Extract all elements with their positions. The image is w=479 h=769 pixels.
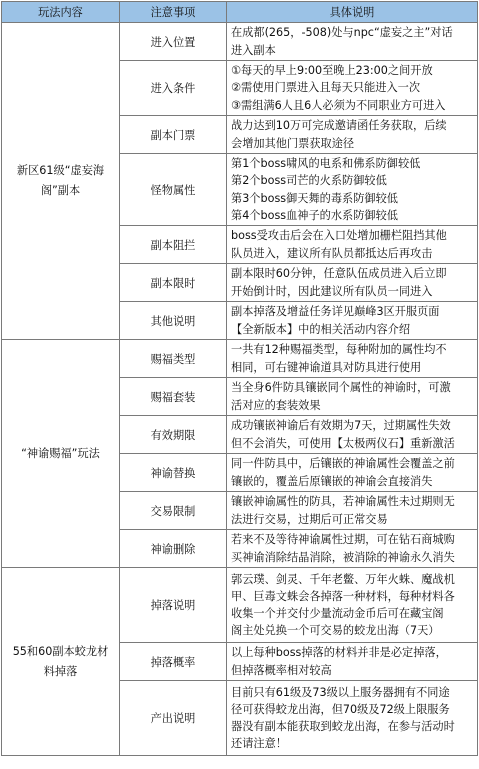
detail-cell: [227, 378, 478, 416]
detail-line: 法进行交易，过期后可正常交易: [231, 512, 388, 526]
detail-cell: [227, 643, 478, 681]
item-cell: 神谕替换: [120, 454, 227, 492]
detail-cell: [227, 116, 478, 154]
detail-line: 第2个boss司芒的火系防御较低: [231, 174, 387, 188]
item-cell: 赐福套装: [120, 378, 227, 416]
detail-cell: [227, 492, 478, 530]
detail-line: 战力达到10万可完成邀请函任务获取，后续: [231, 119, 447, 133]
detail-line: 以上每种boss掉落的材料并非是必定掉落，: [231, 646, 447, 660]
table-row: [2, 23, 478, 61]
table-row: [2, 340, 478, 378]
table-row: [2, 568, 478, 643]
detail-cell: [227, 61, 478, 116]
item-cell: 副本限时: [120, 264, 227, 302]
detail-line: 若来不及等待神谕属性过期，可在钻石商城购: [231, 533, 455, 547]
guide-table: [1, 1, 478, 756]
detail-cell: [227, 530, 478, 568]
item-cell: 其他说明: [120, 302, 227, 340]
detail-line: 镶嵌的，覆盖后原镶嵌的神谕会直接消失: [231, 474, 433, 488]
header-row: [2, 2, 478, 23]
detail-line: 径可获得蛟龙出海，但70级及72级上限服务: [231, 702, 450, 716]
detail-line: 收集一个并交付少量流动金币后可在藏宝阁: [231, 607, 444, 620]
item-cell: 赐福类型: [120, 340, 227, 378]
detail-cell: [227, 302, 478, 340]
detail-line: 买神谕消除结晶消除，被消除的神谕永久消失: [231, 550, 455, 564]
detail-cell: [227, 681, 478, 756]
detail-cell: [227, 416, 478, 454]
detail-line: 副本限时60分钟，任意队伍成员进入后立即: [231, 267, 447, 281]
detail-line: 镶嵌神谕属性的防具，若神谕属性未过期则无: [231, 495, 455, 509]
detail-line: 一共有12种赐福类型，每种附加的属性均不: [231, 343, 447, 357]
detail-line: 同一件防具中，后镶嵌的神谕属性会覆盖之前: [231, 457, 455, 471]
detail-cell: [227, 568, 478, 643]
header-details: 具体说明: [227, 2, 478, 23]
detail-line: 但不会消失，可使用【太极两仪石】重新激活: [231, 436, 455, 450]
detail-line: 还请注意！: [231, 737, 287, 751]
detail-line: 在成都(265，-508)处与npc“虚妄之主”对话: [231, 26, 453, 40]
detail-line: boss受攻击后会在入口处增加栅栏阻挡其他: [231, 229, 447, 243]
detail-cell: [227, 264, 478, 302]
topic-line: 料掉落: [43, 664, 78, 678]
item-cell: 神谕删除: [120, 530, 227, 568]
detail-line: 目前只有61级及73级以上服务器拥有不同途: [231, 685, 450, 699]
detail-cell: [227, 226, 478, 264]
detail-line: 队员进入，建议所有队员都抵达后再攻击: [231, 246, 433, 260]
detail-cell: [227, 154, 478, 226]
item-cell: 副本门票: [120, 116, 227, 154]
detail-line: ③需组满6人且6人必须为不同职业方可进入: [231, 98, 446, 112]
topic-line: 阁”副本: [40, 184, 81, 197]
item-cell: 掉落说明: [120, 568, 227, 643]
item-cell: 交易限制: [120, 492, 227, 530]
item-cell: 掉落概率: [120, 643, 227, 681]
item-cell: 副本阻拦: [120, 226, 227, 264]
item-cell: 有效期限: [120, 416, 227, 454]
detail-line: 活对应的套装效果: [231, 398, 321, 412]
detail-cell: [227, 340, 478, 378]
header-topic: 玩法内容: [2, 2, 120, 23]
header-notes: 注意事项: [120, 2, 227, 23]
item-cell: 怪物属性: [120, 154, 227, 226]
detail-line: 但掉落概率相对较高: [231, 663, 332, 677]
detail-line: ①每天的早上9:00至晚上23:00之间开放: [231, 64, 433, 78]
detail-line: 阁主处兑换一个可交易的蛟龙出海（7天）: [231, 624, 440, 638]
detail-cell: [227, 23, 478, 61]
topic-cell-oracle: [2, 340, 120, 568]
detail-line: 当全身6件防具镶嵌同个属性的神谕时，可激: [231, 381, 451, 395]
detail-line: 进入副本: [231, 43, 276, 57]
detail-line: 甲、巨毒文蛛会各掉落一种材料，每种材料各: [231, 589, 455, 603]
topic-line: “神谕赐福”玩法: [21, 446, 100, 460]
detail-line: 第1个boss啸风的电系和佛系防御较低: [231, 157, 421, 171]
detail-line: 相同，可右键神谕道具对防具进行使用: [231, 360, 422, 374]
detail-line: ②需使用门票进入且每天只能进入一次: [231, 81, 421, 95]
detail-line: 第4个boss血神子的水系防御较低: [231, 208, 398, 222]
topic-line: 新区61级“虚妄海: [16, 164, 105, 177]
topic-line: 55和60副本蛟龙材: [12, 644, 109, 658]
detail-line: 会增加其他门票获取途径: [231, 136, 355, 150]
topic-cell-dungeon: [2, 23, 120, 340]
detail-line: 器没有副本能获取到蛟龙出海，在参与活动时: [231, 720, 455, 733]
detail-cell: [227, 454, 478, 492]
topic-cell-dragon-materials: [2, 568, 120, 756]
detail-line: 成功镶嵌神谕后有效期为7天，过期属性失效: [231, 419, 451, 433]
item-cell: 产出说明: [120, 681, 227, 756]
detail-line: 副本掉落及增益任务详见巅峰3区开服页面: [231, 305, 440, 319]
detail-line: 开始倒计时，因此建议所有队员一同进入: [231, 284, 433, 298]
detail-line: 第3个boss御天舞的毒系防御较低: [231, 191, 398, 205]
item-cell: 进入条件: [120, 61, 227, 116]
detail-line: 郭云璞、剑灵、千年老鳖、万年火蛛、魔战机: [231, 572, 455, 586]
item-cell: 进入位置: [120, 23, 227, 61]
detail-line: 【全新版本】中的相关活动内容介绍: [231, 322, 411, 336]
